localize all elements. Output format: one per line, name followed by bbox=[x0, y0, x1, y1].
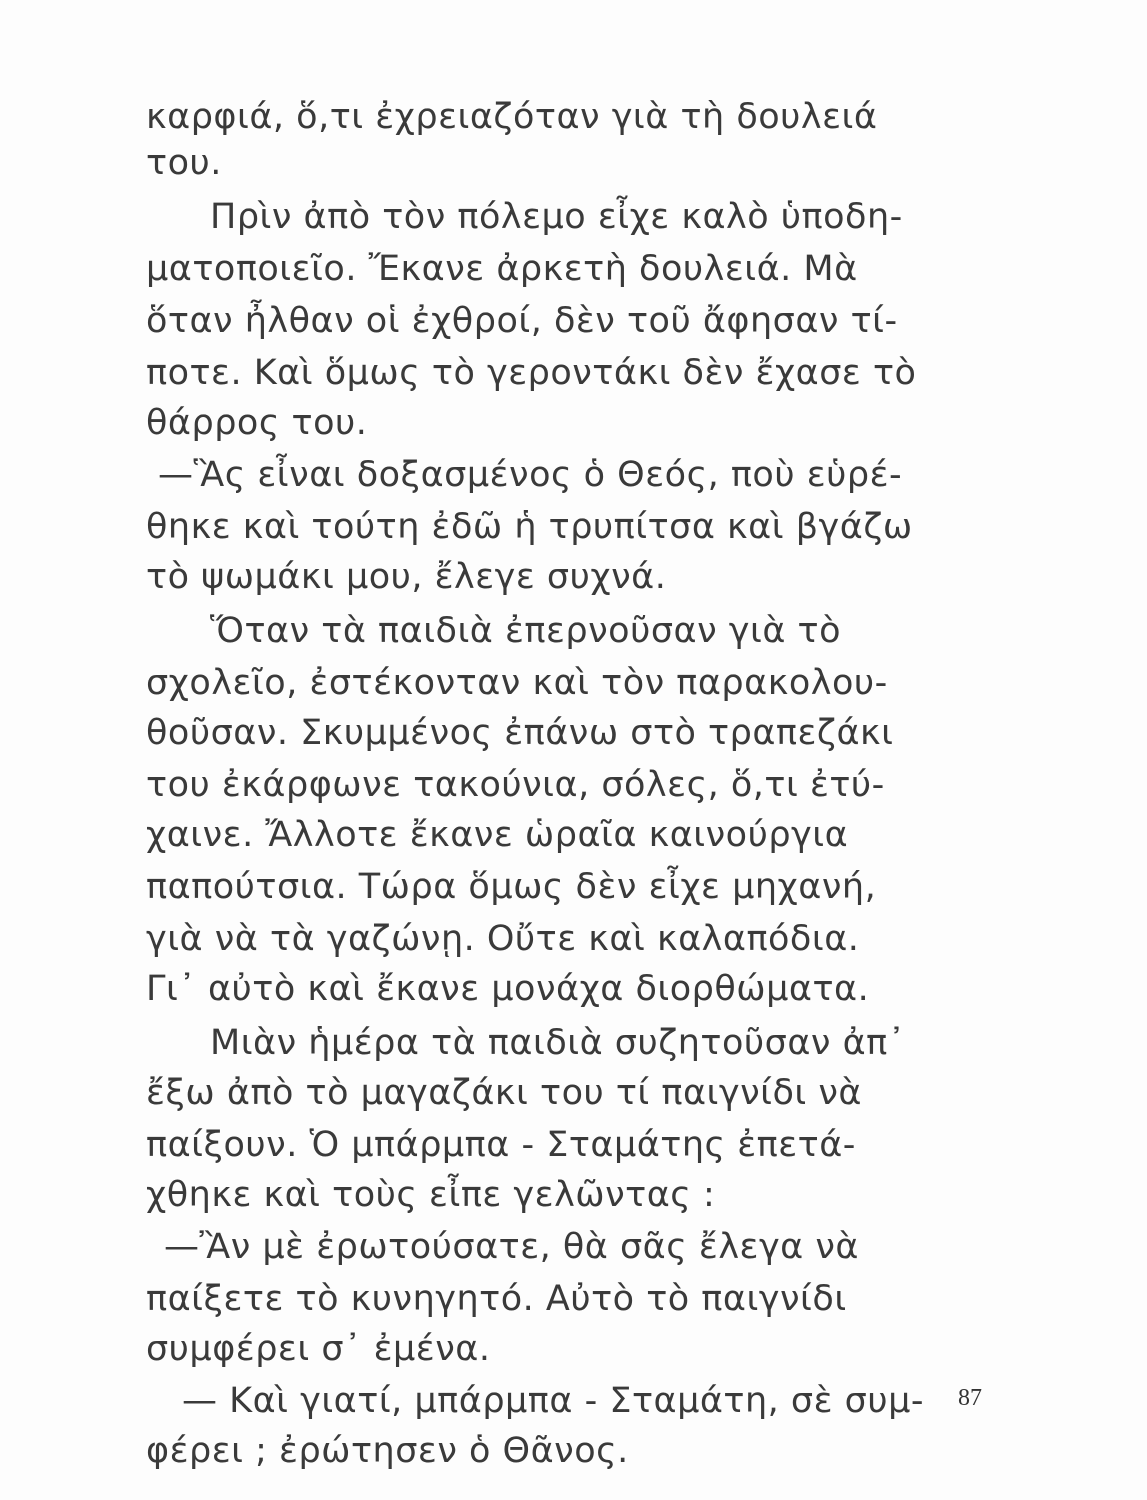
text-line: θηκε καὶ τούτη ἐδῶ ἡ τρυπίτσα καὶ βγάζω bbox=[146, 507, 913, 547]
text-line: —Ἂν μὲ ἐρωτούσατε, θὰ σᾶς ἔλεγα νὰ bbox=[164, 1227, 859, 1267]
text-line: Μιὰν ἡμέρα τὰ παιδιὰ συζητοῦσαν ἀπ᾽ bbox=[210, 1023, 906, 1063]
text-line: φέρει ; ἐρώτησεν ὁ Θᾶνος. bbox=[146, 1431, 629, 1471]
text-line: τὸ ψωμάκι μου, ἔλεγε συχνά. bbox=[146, 557, 667, 597]
text-line: χθηκε καὶ τοὺς εἶπε γελῶντας : bbox=[146, 1175, 716, 1215]
text-line: του ἐκάρφωνε τακούνια, σόλες, ὅ,τι ἐτύ- bbox=[146, 765, 885, 805]
text-line: παίξουν. Ὁ μπάρμπα - Σταμάτης ἐπετά- bbox=[146, 1125, 856, 1165]
text-line: Γι᾽ αὐτὸ καὶ ἔκανε μονάχα διορθώματα. bbox=[146, 969, 870, 1009]
text-line: ἔξω ἀπὸ τὸ μαγαζάκι του τί παιγνίδι νὰ bbox=[146, 1073, 862, 1113]
text-line: θάρρος του. bbox=[146, 403, 368, 443]
text-line: παίξετε τὸ κυνηγητό. Αὐτὸ τὸ παιγνίδι bbox=[146, 1279, 847, 1319]
text-line: θοῦσαν. Σκυμμένος ἐπάνω στὸ τραπεζάκι bbox=[146, 713, 894, 753]
text-line: γιὰ νὰ τὰ γαζώνῃ. Οὔτε καὶ καλαπόδια. bbox=[146, 919, 860, 959]
text-line: χαινε. Ἄλλοτε ἔκανε ὡραῖα καινούργια bbox=[146, 815, 849, 855]
text-line: ματοποιεῖο. Ἔκανε ἀρκετὴ δουλειά. Μὰ bbox=[146, 249, 858, 289]
page-number: 87 bbox=[958, 1385, 982, 1411]
text-line: —Ἃς εἶναι δοξασμένος ὁ Θεός, ποὺ εὑρέ- bbox=[158, 455, 903, 495]
text-line: Πρὶν ἀπὸ τὸν πόλεμο εἶχε καλὸ ὑποδη- bbox=[210, 197, 903, 237]
text-line: συμφέρει σ᾽ ἐμένα. bbox=[146, 1329, 491, 1369]
text-line: καρφιά, ὅ,τι ἐχρειαζόταν γιὰ τὴ δουλειά bbox=[146, 97, 878, 137]
text-line: — Καὶ γιατί, μπάρμπα - Σταμάτη, σὲ συμ- bbox=[182, 1381, 924, 1421]
text-line: παπούτσια. Τώρα ὅμως δὲν εἶχε μηχανή, bbox=[146, 867, 877, 907]
text-line: σχολεῖο, ἐστέκονταν καὶ τὸν παρακολου- bbox=[146, 663, 888, 703]
text-line: ὅταν ἦλθαν οἱ ἐχθροί, δὲν τοῦ ἄφησαν τί- bbox=[146, 301, 898, 341]
text-line: του. bbox=[146, 143, 222, 183]
text-line: Ὅταν τὰ παιδιὰ ἐπερνοῦσαν γιὰ τὸ bbox=[210, 611, 841, 651]
text-line: ποτε. Καὶ ὅμως τὸ γεροντάκι δὲν ἔχασε τὸ bbox=[146, 353, 917, 393]
